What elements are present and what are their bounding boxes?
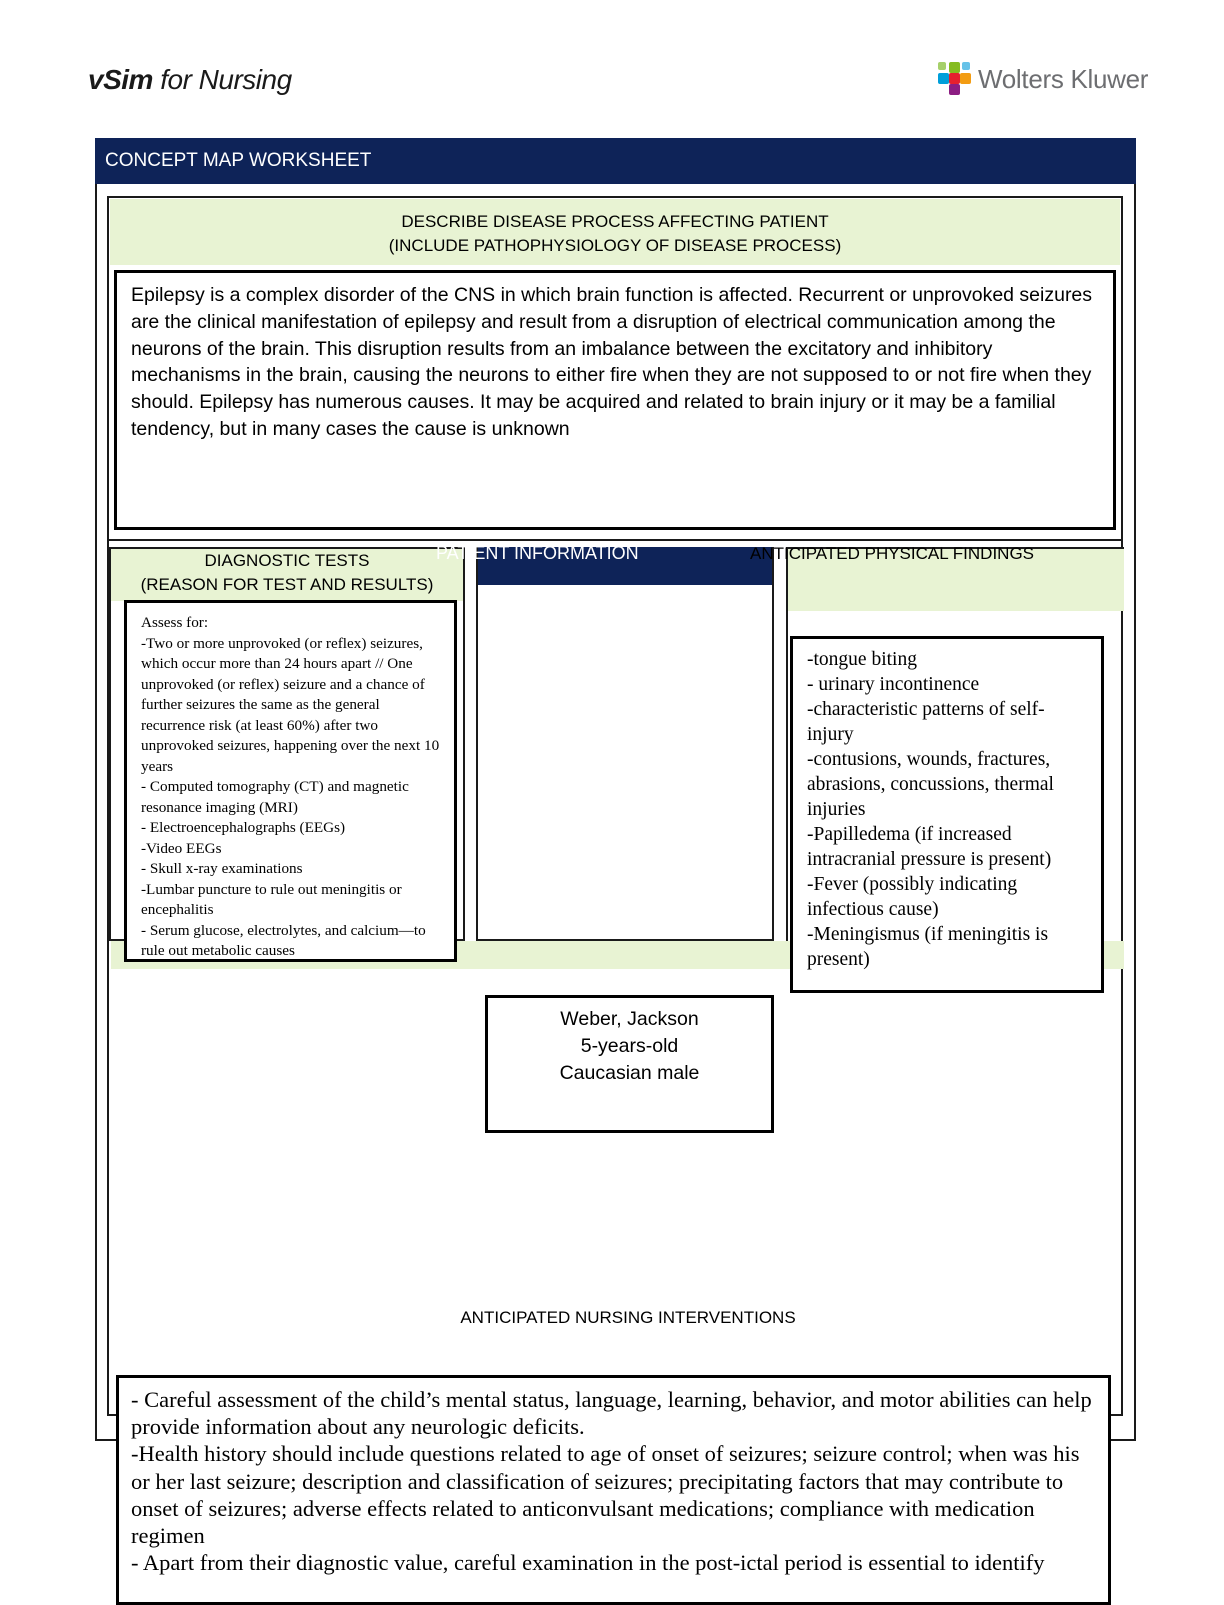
diagnostic-line: -Video EEGs (141, 839, 222, 857)
vsim-brand: vSim for Nursing (88, 64, 292, 95)
finding-line: -contusions, wounds, fractures, abrasions, concussions, thermal injuries (807, 749, 1059, 820)
disease-description[interactable]: Epilepsy is a complex disorder of the CNS in which brain function is affected. Recurrent or unprovoked seizures are the clinical manifestation of epilepsy and result from a disruption of electrical communication among the neurons of the brain. This disruption results from an imbalance between the excitatory and inhibitory mechanisms in the brain, causing the neurons to either fire when they are not supposed to or not fire when they should. Epilepsy has numerous causes. It may be acquired and related to brain injury or it may be a familial tendency, but in many cases the cause is unknown (114, 270, 1116, 530)
finding-line: -Papilledema (if increased intracranial pressure is present) (807, 824, 1052, 870)
interventions-text[interactable] (116, 1375, 1111, 1605)
diagnostic-line: - Electroencephalographs (EEGs) (141, 819, 346, 836)
patient-description: Caucasian male (559, 1062, 700, 1084)
diagnostic-line: -Two or more unprovoked (or reflex) seizures, which occur more than 24 hours apart // One unprovoked (or reflex) seizure and a chance of further seizures the same as the general recurrence risk (at least 60%) after two unprovoked seizures, happening over the next 10 years (141, 634, 443, 775)
diagnostic-line: - Computed tomography (CT) and magnetic resonance imaging (MRI) (141, 778, 413, 816)
patient-heading: PATIENT INFORMATION (436, 543, 639, 563)
wolters-kluwer-logo-icon (938, 62, 972, 96)
section-divider (107, 539, 1123, 541)
physical-findings-heading: ANTICIPATED PHYSICAL FINDINGS (750, 544, 1035, 563)
finding-line: -Fever (possibly indicating infectious cause) (807, 874, 1023, 920)
patient-panel (476, 547, 774, 941)
interventions-heading: ANTICIPATED NURSING INTERVENTIONS (460, 1308, 796, 1327)
finding-line: -tongue biting (807, 649, 917, 670)
patient-info-box[interactable] (485, 995, 774, 1133)
publisher-name: Wolters Kluwer (978, 63, 1149, 94)
intervention-line: - Careful assessment of the child’s mental status, language, learning, behavior, and motor abilities can help provide information about any neurologic deficits. (131, 1387, 1098, 1440)
diagnostic-line: - Skull x-ray examinations (141, 860, 303, 877)
patient-name: Weber, Jackson (560, 1008, 699, 1030)
diagnostic-line: Assess for: (141, 614, 209, 631)
worksheet-title: CONCEPT MAP WORKSHEET (95, 138, 1136, 184)
diagnostic-tests-text[interactable] (124, 600, 457, 962)
diagnostic-line: -Lumbar puncture to rule out meningitis or encephalitis (141, 880, 406, 918)
finding-line: -Meningismus (if meningitis is present) (807, 924, 1053, 970)
finding-line: -characteristic patterns of self-injury (807, 699, 1045, 745)
diagnostic-heading: DIAGNOSTIC TESTS (REASON FOR TEST AND RESULTS) (111, 549, 463, 601)
disease-heading: DESCRIBE DISEASE PROCESS AFFECTING PATIENT (INCLUDE PATHOPHYSIOLOGY OF DISEASE PROCESS) (110, 199, 1120, 265)
intervention-line: - Apart from their diagnostic value, careful examination in the post-ictal period is essential to identify (131, 1550, 1045, 1576)
diagnostic-line: - Serum glucose, electrolytes, and calcium—to rule out metabolic causes (141, 921, 430, 959)
patient-age: 5-years-old (580, 1035, 679, 1057)
publisher-brand (938, 62, 1148, 96)
finding-line: - urinary incontinence (807, 674, 980, 695)
physical-findings-text[interactable] (790, 636, 1104, 993)
intervention-line: -Health history should include questions related to age of onset of seizures; seizure control; when was his or her last seizure; description and classification of seizures; precipitating factors that may contribute to onset of seizures; adverse effects related to anticonvulsant medications; compliance with medication regimen (131, 1441, 1086, 1549)
